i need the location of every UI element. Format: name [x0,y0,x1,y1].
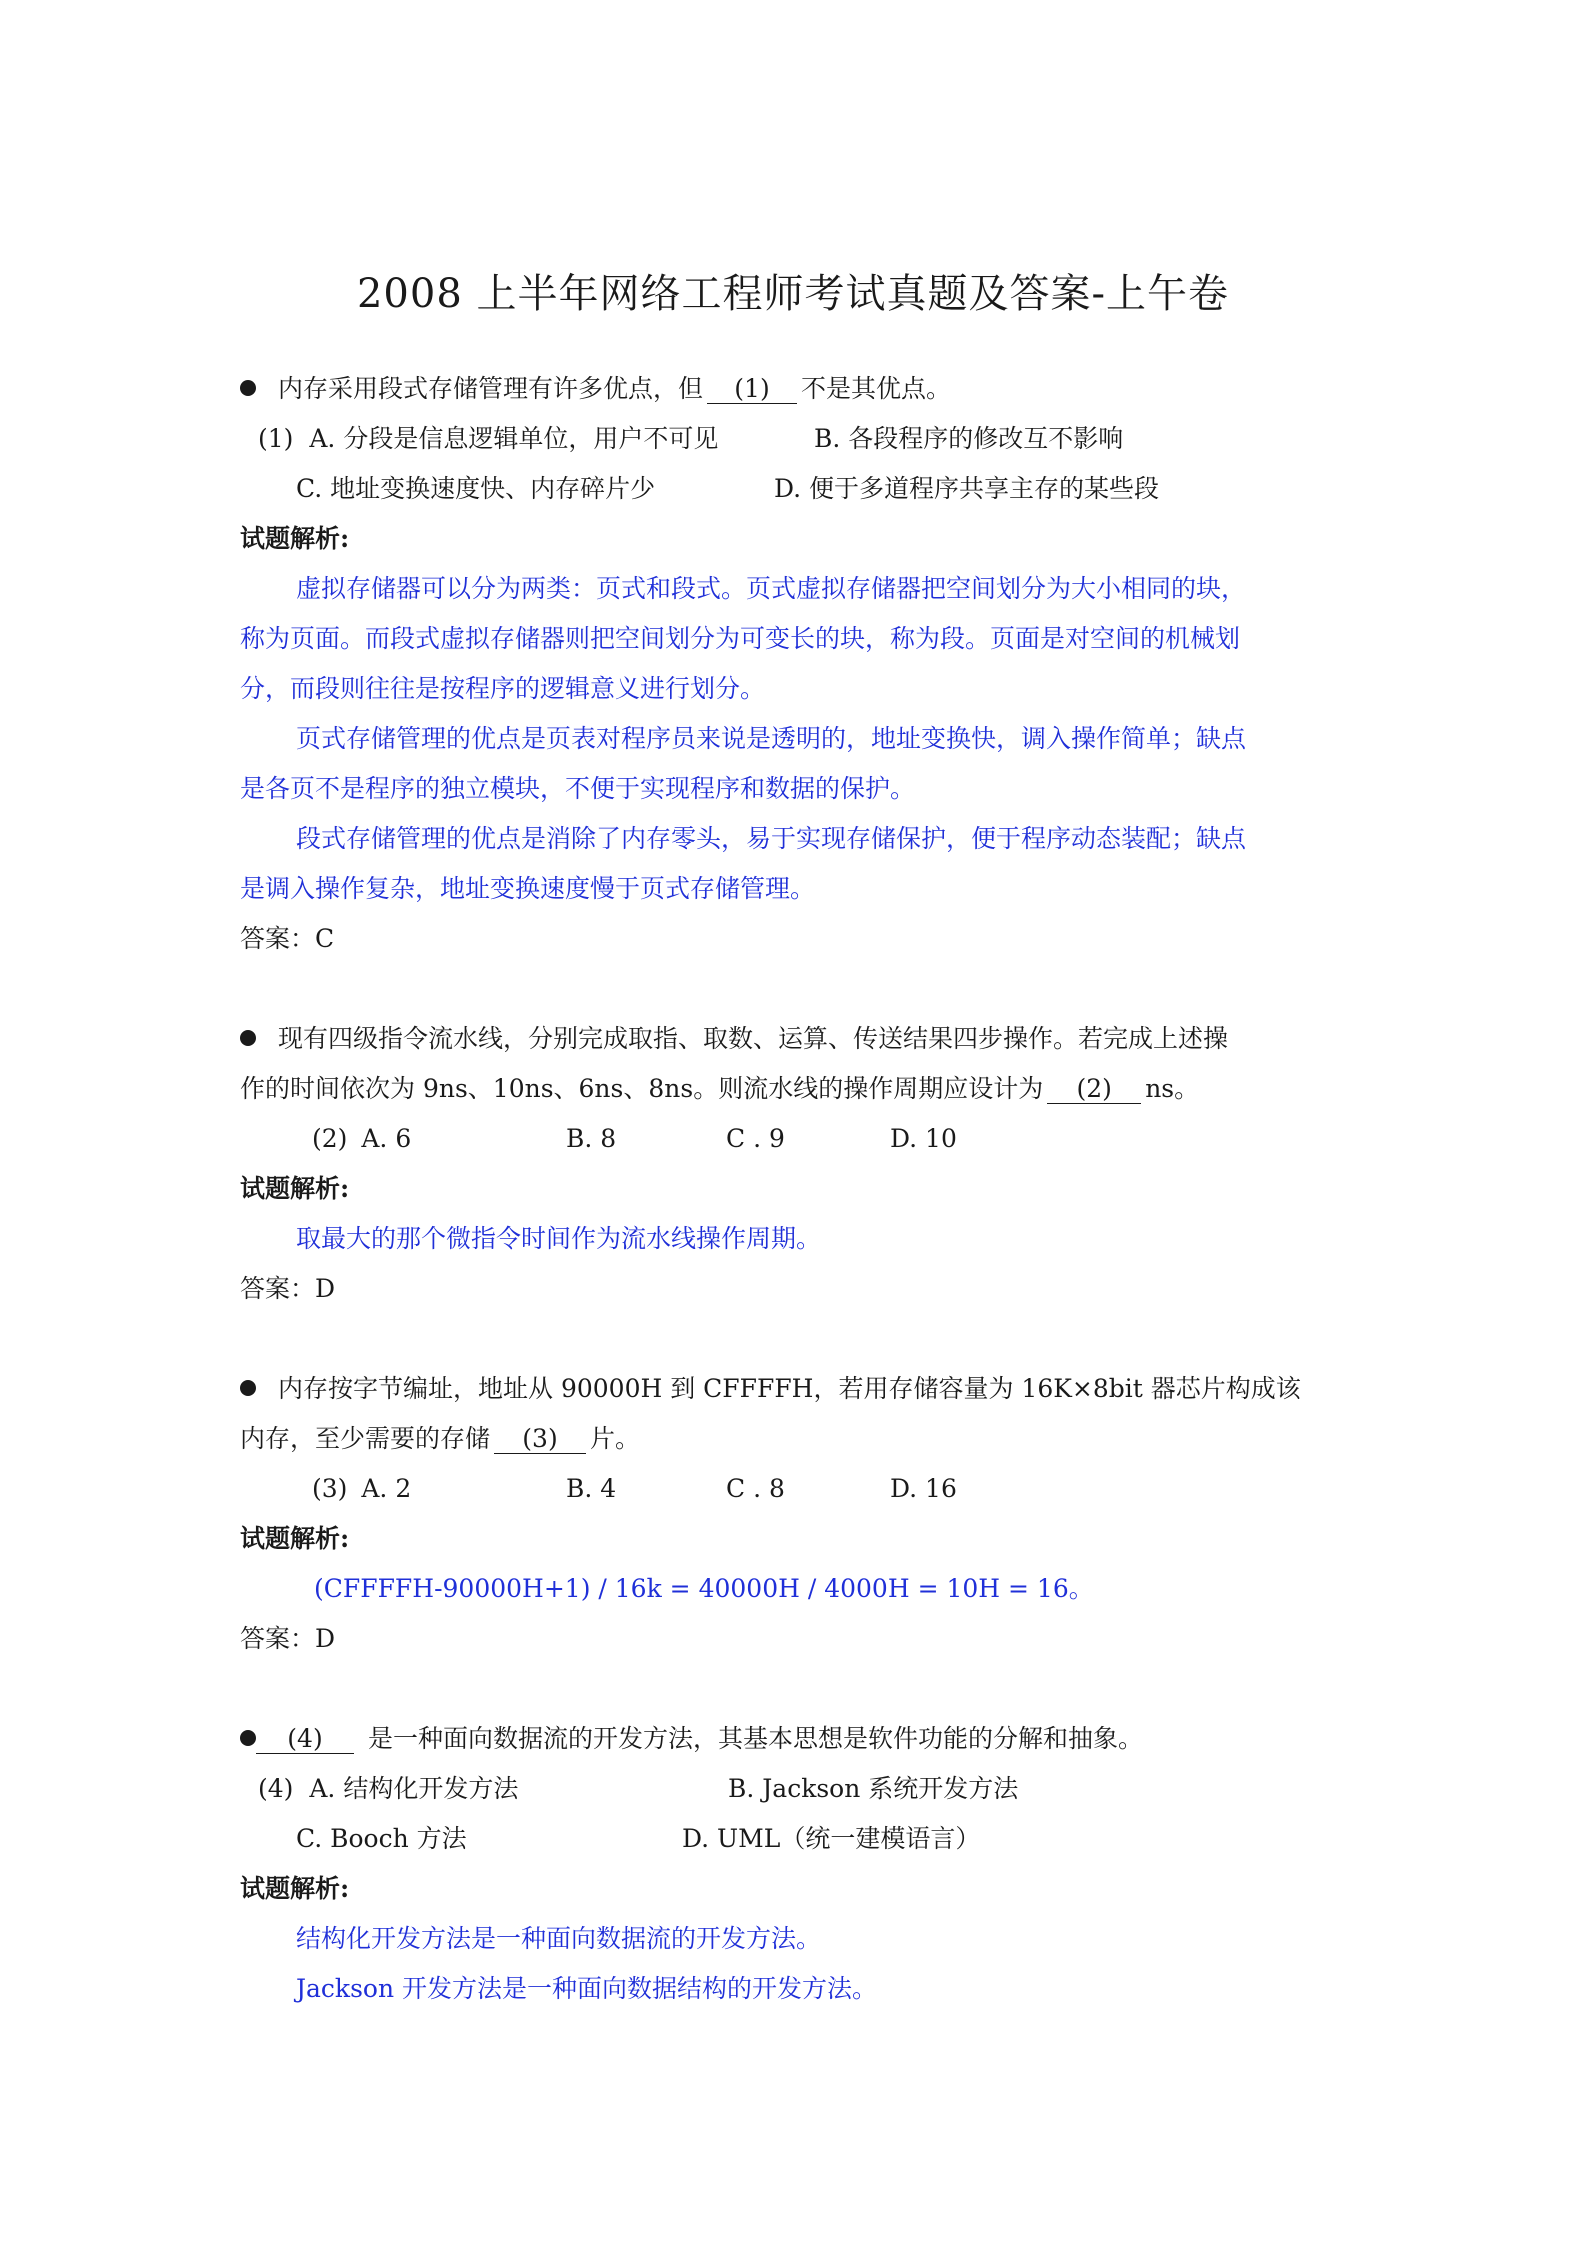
analysis-line: 取最大的那个微指令时间作为流水线操作周期。 [296,1224,822,1253]
option-d: D. 便于多道程序共享主存的某些段 [774,474,1160,503]
question-2-stem-line-2: 作的时间依次为 9ns、10ns、6ns、8ns。则流水线的操作周期应设计为 (2) ns。 [240,1074,1200,1103]
question-2-options: (2) A. 6 B. 8 C . 9 D. 10 [312,1122,411,1156]
option-b: B. Jackson 系统开发方法 [728,1774,1019,1803]
analysis-label: 试题解析: [240,1174,350,1203]
analysis-line: 称为页面。而段式虚拟存储器则把空间划分为可变长的块，称为段。页面是对空间的机械划 [240,624,1241,653]
option-a: A. 结构化开发方法 [309,1774,519,1803]
option-b: B. 各段程序的修改互不影响 [814,424,1124,453]
bullet-icon [240,1730,256,1746]
analysis-label: 试题解析: [240,1524,350,1553]
question-2-stem-line-1: 现有四级指令流水线，分别完成取指、取数、运算、传送结果四步操作。若完成上述操 [240,1022,1228,1056]
option-b: B. 4 [566,1474,617,1503]
answer-line: 答案：D [240,1274,336,1303]
page-title: 2008 上半年网络工程师考试真题及答案-上午卷 [356,271,1230,317]
analysis-line: 虚拟存储器可以分为两类：页式和段式。页式虚拟存储器把空间划分为大小相同的块， [296,574,1247,603]
analysis-line: 是调入操作复杂，地址变换速度慢于页式存储管理。 [240,874,816,903]
option-d: D. 10 [890,1124,957,1153]
analysis-line: 段式存储管理的优点是消除了内存零头，易于实现存储保护，便于程序动态装配；缺点 [296,824,1247,853]
answer-blank: (4) [256,1725,354,1754]
option-a: A. 6 [361,1124,412,1153]
option-a: A. 分段是信息逻辑单位，用户不可见 [309,424,719,453]
analysis-line: 结构化开发方法是一种面向数据流的开发方法。 [296,1924,822,1953]
option-d: D. UML（统一建模语言） [682,1824,981,1853]
analysis-line: Jackson 开发方法是一种面向数据结构的开发方法。 [296,1974,878,2003]
question-1-options-row-1: (1) A. 分段是信息逻辑单位，用户不可见 B. 各段程序的修改互不影响 [258,422,718,456]
answer-blank: (2) [1047,1075,1141,1104]
analysis-line: 分，而段则往往是按程序的逻辑意义进行划分。 [240,674,766,703]
question-4-options-row-1: (4) A. 结构化开发方法 B. Jackson 系统开发方法 [258,1772,518,1806]
analysis-line: (CFFFFH-90000H+1) / 16k = 40000H / 4000H = 10H = 16。 [314,1574,1094,1603]
option-d: D. 16 [890,1474,957,1503]
question-4-options-row-2 [296,1822,981,1856]
bullet-icon [240,380,256,396]
answer-blank: (1) [707,375,797,404]
option-c: C. Booch 方法 [296,1824,467,1853]
bullet-icon [240,1030,256,1046]
analysis-label: 试题解析: [240,524,350,553]
option-c: C . 9 [726,1124,785,1153]
answer-blank: (3) [494,1425,586,1454]
question-1-options-row-2 [296,472,1160,506]
option-c: C . 8 [726,1474,785,1503]
analysis-line: 页式存储管理的优点是页表对程序员来说是透明的，地址变换快，调入操作简单；缺点 [296,724,1247,753]
analysis-label: 试题解析: [240,1874,350,1903]
question-3-stem-line-2: 内存，至少需要的存储 (3) 片。 [240,1424,641,1453]
bullet-icon [240,1380,256,1396]
question-3-stem-line-1: 内存按字节编址，地址从 90000H 到 CFFFFH，若用存储容量为 16K×8bit 器芯片构成该 [240,1372,1301,1406]
answer-line: 答案：C [240,924,335,953]
answer-line: 答案：D [240,1624,336,1653]
option-b: B. 8 [566,1124,617,1153]
question-3-options: (3) A. 2 B. 4 C . 8 D. 16 [312,1472,411,1506]
question-1-stem: 内存采用段式存储管理有许多优点，但 (1) 不是其优点。 [240,372,951,406]
option-c: C. 地址变换速度快、内存碎片少 [296,474,656,503]
option-a: A. 2 [361,1474,412,1503]
question-4-stem: (4) 是一种面向数据流的开发方法，其基本思想是软件功能的分解和抽象。 [240,1722,1143,1756]
analysis-line: 是各页不是程序的独立模块，不便于实现程序和数据的保护。 [240,774,916,803]
